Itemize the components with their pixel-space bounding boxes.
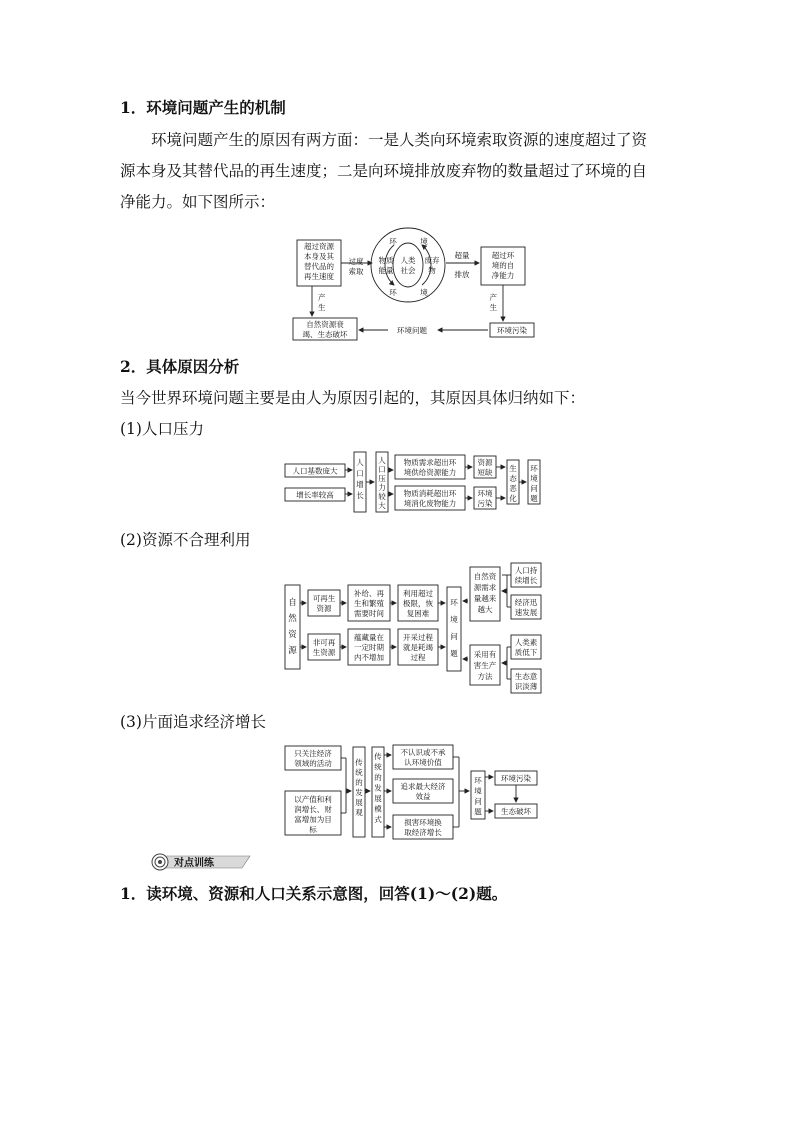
label-waste: 废弃 (424, 256, 440, 265)
label-produce: 产 (489, 293, 497, 302)
box-text: 只关注经济 (294, 749, 332, 758)
box-text: 续增长 (514, 576, 538, 585)
label-env-problem: 环境问题 (397, 326, 427, 335)
label-society: 社会 (400, 266, 416, 275)
label-env: 境 (420, 288, 428, 297)
box-text: 源需求 (473, 583, 497, 592)
label-produce: 生 (489, 303, 497, 312)
target-icon (158, 860, 162, 864)
box-text: 量越来 (473, 594, 497, 603)
box-text: 一定时期 (354, 643, 384, 652)
vertical-text: 环境问题 (450, 598, 458, 658)
box-text: 不认识或不承 (400, 748, 446, 757)
box-text: 追求最大经济 (400, 782, 446, 791)
society-ellipse (393, 243, 423, 287)
box-text: 润增长、财 (294, 805, 332, 814)
label-produce: 生 (318, 303, 326, 312)
box-text: 人口基数庞大 (292, 466, 338, 476)
box-text: 补给、再 (354, 589, 384, 598)
subheading-population: (1)人口压力 (120, 420, 204, 438)
box-text: 资源 (477, 458, 493, 467)
diagram-population (283, 450, 543, 514)
label-over-emit: 超量 (454, 251, 470, 260)
box-text: 以产值和利 (294, 795, 332, 804)
box-text: 开采过程 (403, 633, 433, 642)
box-text: 内不增加 (354, 653, 384, 662)
paragraph-line-3: 净能力。如下图所示： (120, 193, 276, 211)
box-text: 环境 (477, 489, 493, 498)
box-text: 非可再 (312, 638, 336, 647)
box-text: 本身及其 (304, 252, 334, 261)
box-text: 过程 (410, 653, 426, 662)
box-text: 自然资源衰 (306, 320, 344, 329)
box-text: 超过环 (491, 251, 515, 260)
box-text: 经济迅 (514, 598, 538, 607)
box-text: 生和繁殖 (354, 599, 384, 608)
box-text: 就是耗竭 (403, 643, 433, 652)
box-text: 领域的活动 (294, 759, 332, 768)
box-text: 蕴藏量在 (354, 633, 384, 642)
box-text: 极限，恢 (403, 599, 433, 608)
box-text: 增长率较高 (296, 490, 334, 500)
box-text: 方法 (477, 672, 493, 681)
box-text: 采用有 (473, 650, 497, 659)
box-text: 害生产 (473, 661, 497, 670)
label-material: 物质 (378, 256, 394, 265)
box-text: 污染 (477, 499, 493, 508)
badge-label: 对点训练 (174, 858, 214, 869)
box-text: 净能力 (491, 271, 515, 280)
box-text: 自然资 (473, 572, 497, 581)
vertical-text: 人口压力较大 (378, 456, 386, 510)
label-over-take: 过度 (348, 257, 364, 266)
question-1: 1．读环境、资源和人口关系示意图，回答(1)～(2)题。 (120, 884, 508, 903)
label-material: 能量 (378, 266, 394, 275)
box-text: 质低下 (514, 648, 538, 657)
box-text: 复困难 (406, 609, 430, 618)
box-text: 生态破坏 (501, 807, 531, 816)
box-text: 环境污染 (501, 774, 531, 783)
diagram-resources (283, 561, 545, 697)
subheading-growth: (3)片面追求经济增长 (120, 713, 266, 731)
box-text: 人口持 (514, 566, 538, 575)
box-text: 资源 (316, 604, 332, 613)
box-text: 竭、生态破坏 (302, 330, 348, 339)
section-1-heading: 1．环境问题产生的机制 (120, 98, 286, 117)
box-text: 替代品的 (304, 262, 334, 271)
label-society: 人类 (400, 256, 416, 265)
vertical-text: 传统的发展观 (355, 758, 363, 817)
vertical-text: 自然资源 (288, 598, 297, 656)
box-text: 可再生 (312, 594, 336, 603)
box-text: 境的自 (491, 261, 515, 270)
box-text: 识淡薄 (514, 682, 538, 691)
section-2-heading: 2．具体原因分析 (120, 357, 240, 376)
box-text: 再生速度 (304, 272, 334, 281)
box-text: 生资源 (312, 648, 336, 657)
box-text: 短缺 (477, 468, 493, 477)
label-env: 环 (389, 237, 397, 246)
section-2-intro: 当今世界环境问题主要是由人为原因引起的，其原因具体归纳如下： (120, 389, 586, 407)
practice-badge (150, 853, 254, 871)
environment-circle (371, 228, 445, 302)
paragraph-line-1: 环境问题产生的原因有两方面：一是人类向环境索取资源的速度超过了资 (151, 131, 648, 149)
box-text: 物质需求超出环 (403, 458, 457, 467)
label-produce: 产 (318, 293, 326, 302)
label-over-emit: 排放 (454, 270, 470, 279)
vertical-text: 传统的发展模式 (374, 752, 382, 824)
paragraph-line-2: 源本身及其替代品的再生速度；二是向环境排放废弃物的数量超过了环境的自 (120, 162, 648, 180)
box-text: 富增加为目 (294, 815, 332, 824)
box-text: 速发展 (514, 608, 538, 617)
box-text: 生态意 (514, 672, 538, 681)
vertical-text: 生态恶化 (509, 464, 517, 503)
label-over-take: 索取 (348, 267, 364, 276)
vertical-text: 环境问题 (530, 464, 538, 503)
box-text: 认环境价值 (404, 758, 442, 767)
box-text: 环境污染 (497, 326, 527, 335)
box-text: 物质消耗超出环 (403, 489, 457, 498)
box-text: 利用超过 (403, 589, 433, 598)
box-text: 损害环境换 (404, 818, 442, 827)
box-text: 越大 (477, 605, 493, 614)
box-text: 境消化废物能力 (403, 499, 457, 508)
box-text: 需要时间 (354, 609, 384, 618)
box-text: 超过资源 (304, 242, 334, 251)
box-text: 效益 (415, 792, 431, 801)
box-text: 人类素 (514, 638, 538, 647)
box-text: 标 (309, 825, 317, 834)
vertical-text: 人口增长 (356, 458, 364, 500)
subheading-resources: (2)资源不合理利用 (120, 531, 251, 549)
label-env: 境 (420, 237, 428, 246)
diagram-mechanism (290, 225, 540, 343)
label-env: 环 (389, 288, 397, 297)
box-text: 取经济增长 (404, 828, 442, 837)
vertical-text: 环境问题 (474, 776, 482, 817)
diagram-economic-growth (283, 743, 543, 843)
label-waste: 物 (428, 266, 436, 275)
box-text: 境供给资源能力 (403, 468, 457, 477)
